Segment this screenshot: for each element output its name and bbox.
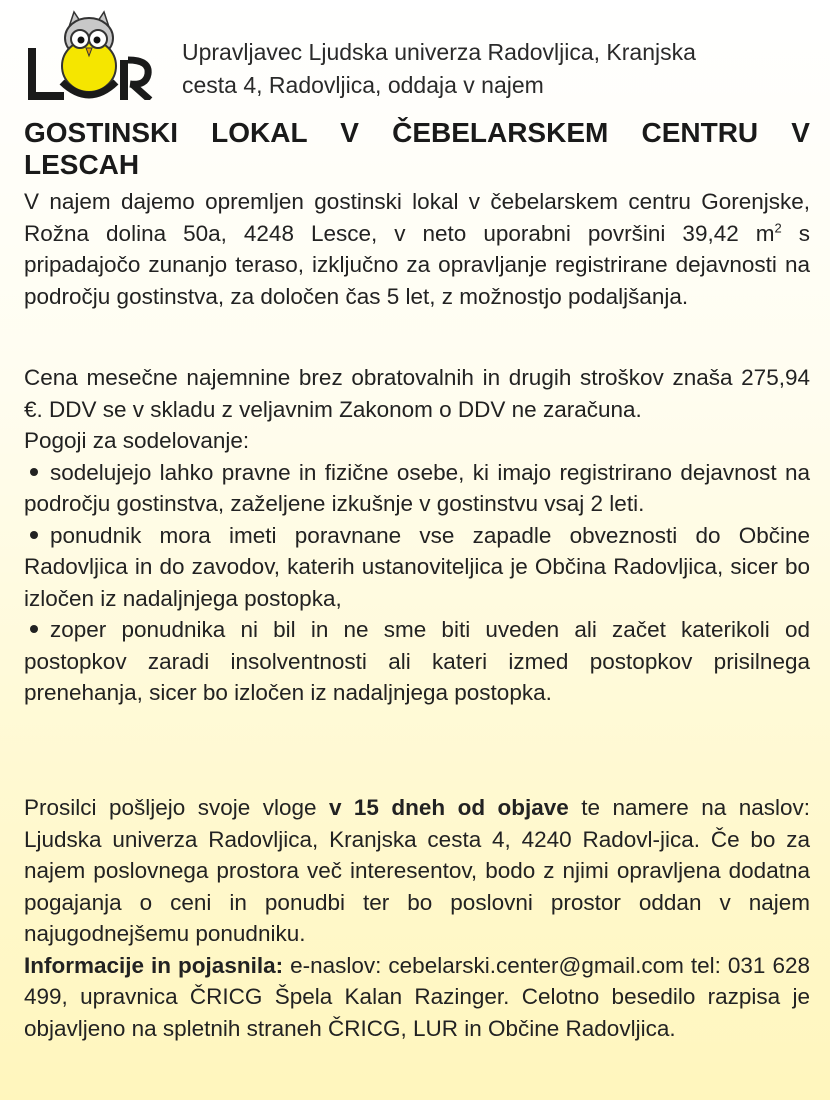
paragraph-application [24,792,810,1044]
condition-item [24,520,810,615]
bullet-icon [30,531,38,539]
publisher-line-2: cesta 4, Radovljica, oddaja v najem [182,72,544,98]
application-text-b: te namere na naslov: Ljudska univerza Radovljica, Kranjska cesta 4, 4240 Radovl-jica. Če bo za najem poslovnega prostora več interesentov, bodo z njimi opravljena dodatna pogajanja o ceni in ponudbi ter bo poslovni prostor oddan v najem najugodnejšemu ponudniku. [24,795,810,946]
application-text-a: Prosilci pošljejo svoje vloge [24,795,329,820]
price-text: Cena mesečne najemnine brez obratovalnih in drugih stroškov znaša 275,94 €. DDV se v skladu z veljavnim Zakonom o DDV ne zaračuna. [24,365,810,422]
bullet-icon [30,468,38,476]
description-text-a: V najem dajemo opremljen gostinski lokal v čebelarskem centru Gorenjske, Rožna dolina 50a, 4248 Lesce, v neto uporabni površini 39,42 m [24,189,810,246]
publisher-line-1: Upravljavec Ljudska univerza Radovljica, Kranjska [182,39,696,65]
condition-text: ponudnik mora imeti poravnane vse zapadle obveznosti do Občine Radovljica in do zavodov, katerih ustanoviteljica je Občina Radovljica, sicer bo izločen iz nadaljnjega postopka, [24,522,810,611]
paragraph-description [24,186,810,312]
condition-text: sodelujejo lahko pravne in fizične osebe, ki imajo registrirano dejavnost na področju gostinstva, zaželjene izkušnje v gostinstvu vsaj 2 leti. [24,459,810,516]
condition-text: zoper ponudnika ni bil in ne sme biti uveden ali začet katerikoli od postopkov zaradi insolventnosti ali kateri izmed postopkov prisilnega prenehanja, sicer bo izločen iz nadaljnjega postopka. [24,617,810,705]
condition-item [24,457,810,520]
lur-owl-logo [24,8,154,100]
info-label: Informacije in pojasnila: [24,952,284,978]
description-text-b: s pripadajočo zunanjo teraso, izključno za opravljanje registrirane dejavnosti na področju gostinstva, za določen čas 5 let, z možnostjo podaljšanja. [24,220,810,309]
conditions-heading: Pogoji za sodelovanje: [24,428,250,453]
condition-item [24,614,810,709]
notice-title: GOSTINSKI LOKAL V ČEBELARSKEM CENTRU V [24,117,810,148]
bullet-icon [30,625,38,633]
paragraph-conditions [24,362,810,709]
publisher-info [182,36,802,102]
deadline-text: v 15 dneh od objave [328,795,569,820]
info-text: e-naslov: cebelarski.center@gmail.com tel: 031 628 499, upravnica ČRICG Špela Kalan Razinger. Celotno besedilo razpisa je objavljeno na spletnih straneh ČRICG, LUR in Občine Radovljica. [24,952,811,1041]
notice-title-line-2: LESCAH [24,149,140,180]
superscript: 2 [774,220,782,235]
